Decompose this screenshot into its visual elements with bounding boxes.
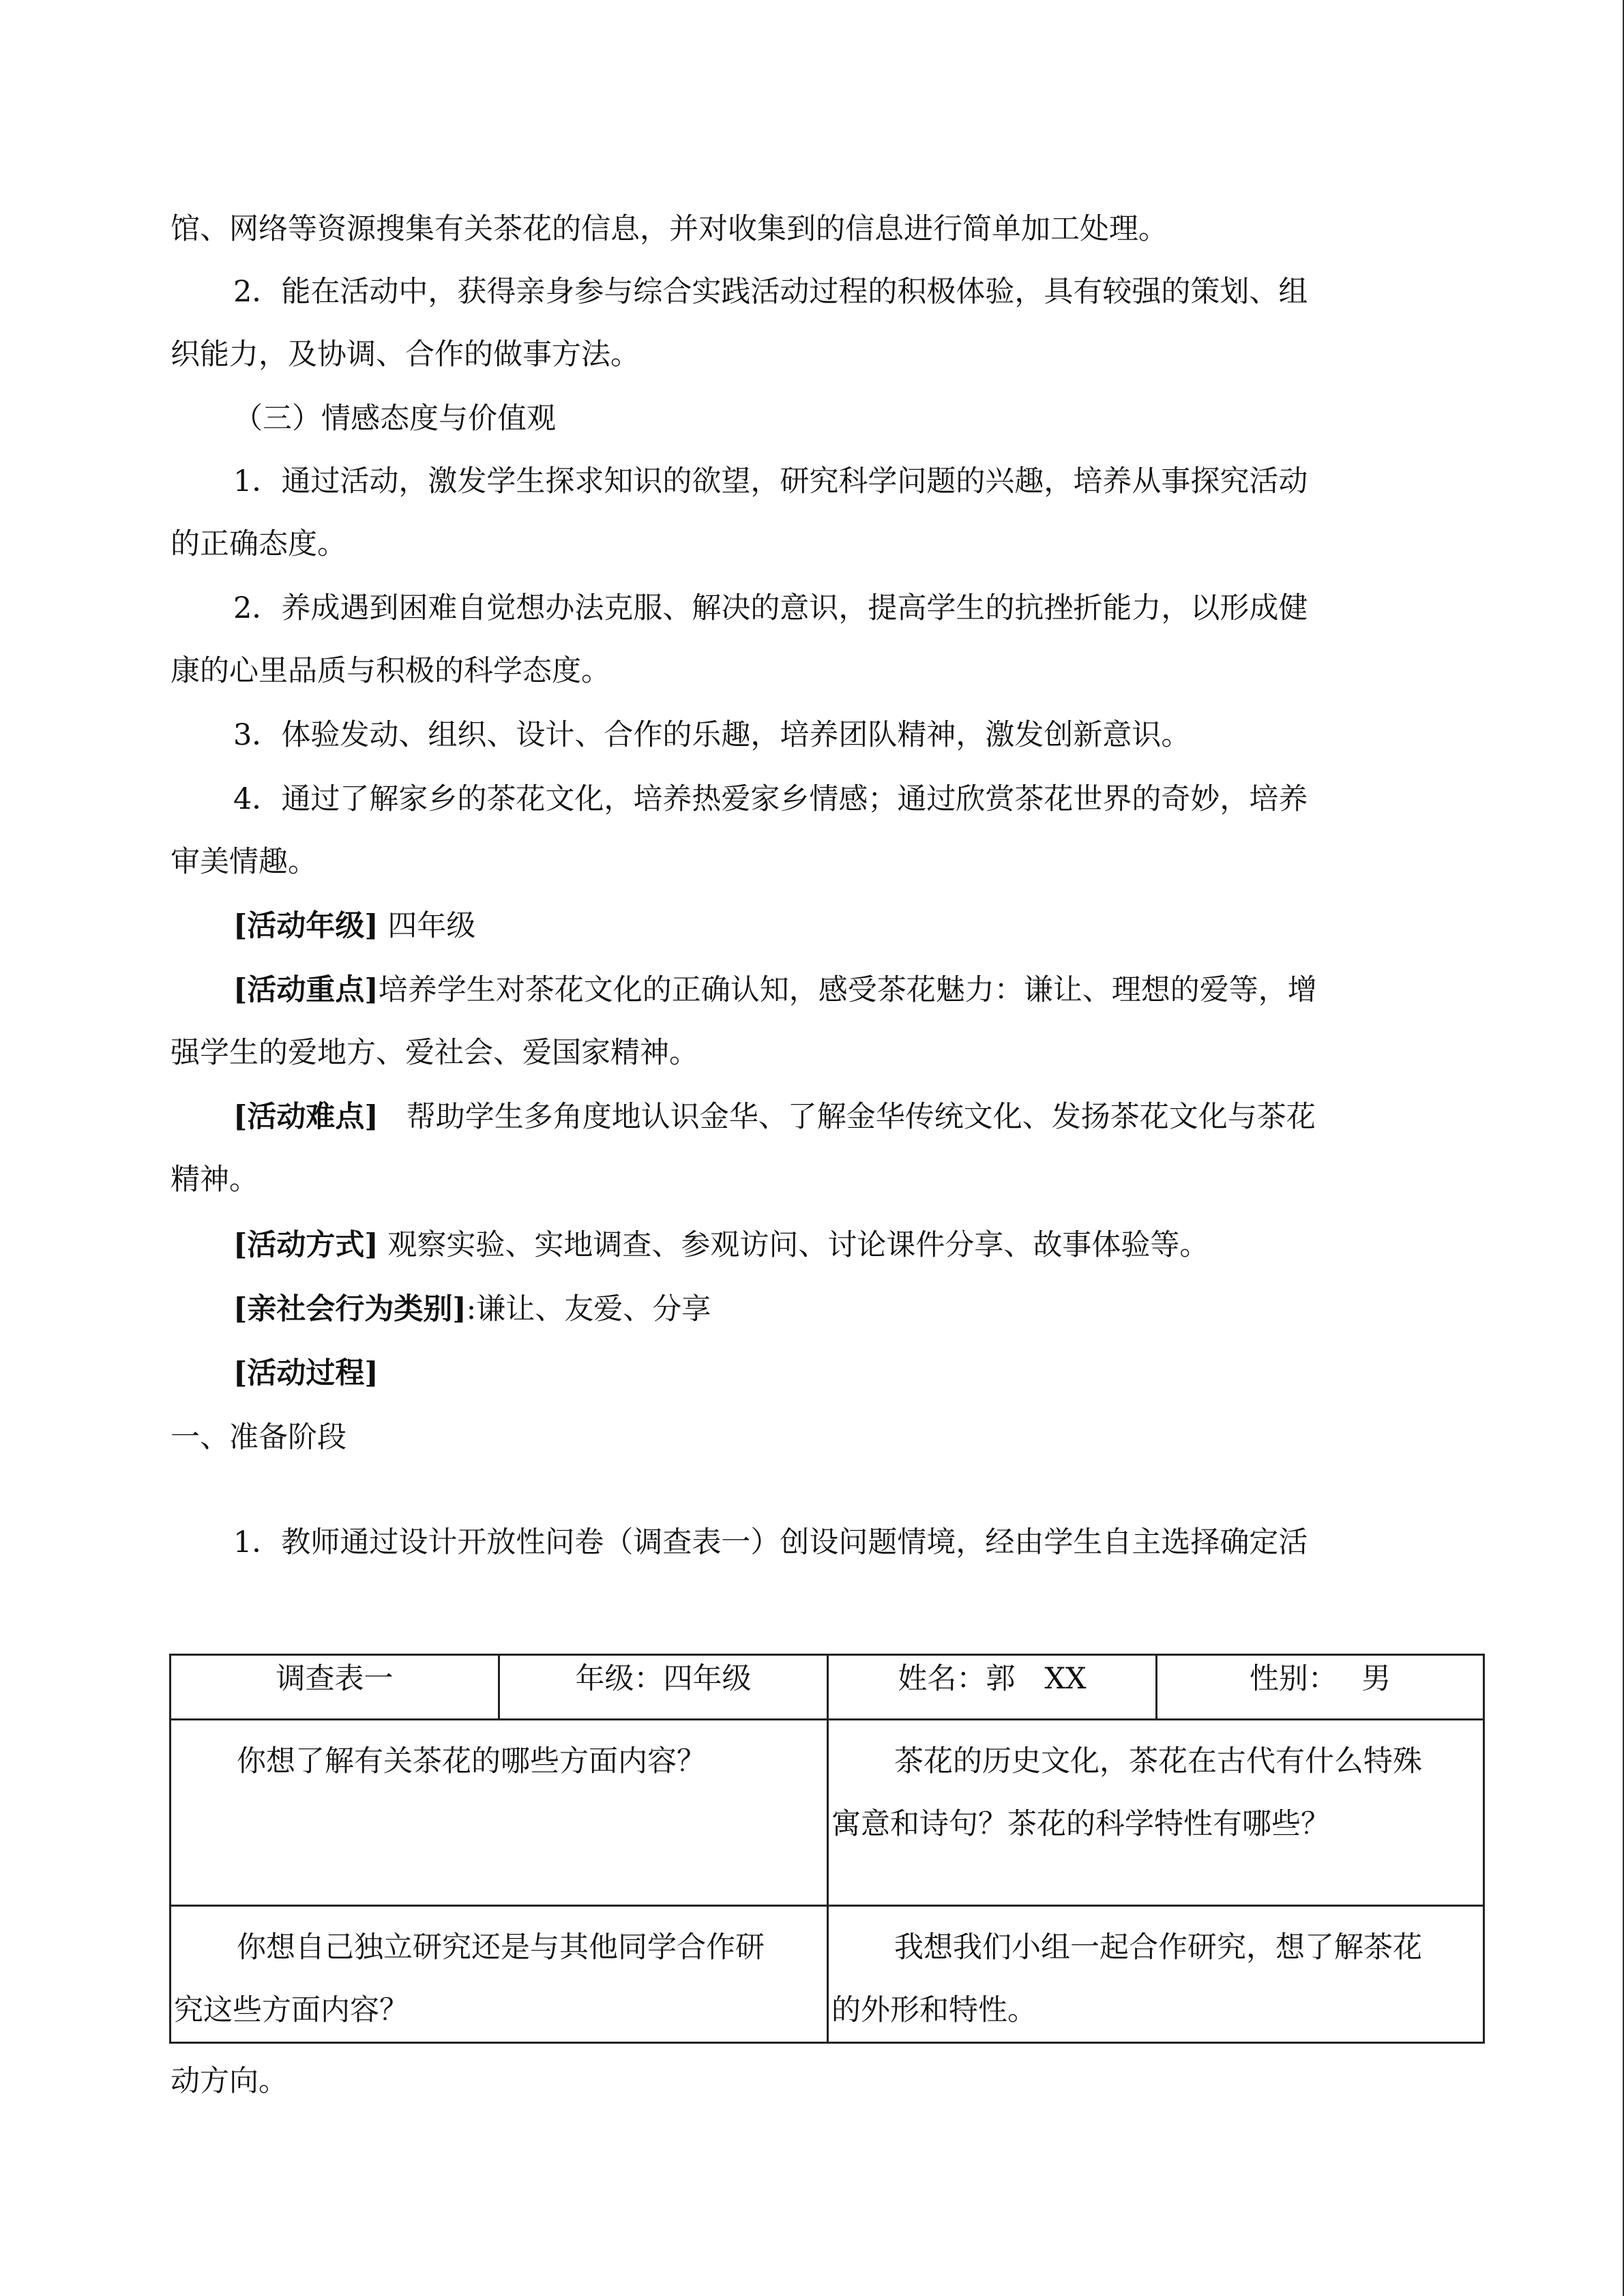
- paragraph-line: 的正确态度。: [171, 527, 346, 561]
- activity-focus: [233, 970, 1317, 1011]
- prosocial-text: :谦让、友爱、分享: [466, 1292, 711, 1326]
- activity-method-text: 观察实验、实地调查、参观访问、讨论课件分享、故事体验等。: [387, 1228, 1209, 1262]
- paragraph-line: 审美情趣。: [171, 845, 317, 879]
- activity-grade-text: 四年级: [387, 909, 476, 943]
- survey-answer-line: 的外形和特性。: [831, 1993, 1037, 2027]
- survey-row: [171, 1906, 1484, 2043]
- survey-table: [169, 1654, 1485, 2044]
- survey-question-line: 究这些方面内容？: [174, 1993, 409, 2027]
- stage-heading: 一、准备阶段: [171, 1420, 346, 1455]
- survey-answer-line: 茶花的历史文化，茶花在古代有什么特殊: [894, 1744, 1422, 1778]
- survey-title-cell: 调查表一: [171, 1655, 499, 1720]
- survey-row: [171, 1720, 1484, 1906]
- survey-answer-cell: [828, 1720, 1484, 1906]
- survey-grade-cell: 年级：四年级: [499, 1655, 828, 1720]
- activity-focus-label: [活动重点]: [233, 973, 379, 1007]
- activity-difficulty-label: [活动难点]: [233, 1100, 379, 1134]
- paragraph-line: 1．通过活动，激发学生探求知识的欲望，研究科学问题的兴趣，培养从事探究活动: [233, 464, 1308, 498]
- survey-answer-cell: [828, 1906, 1484, 2043]
- paragraph-line: 强学生的爱地方、爱社会、爱国家精神。: [171, 1036, 698, 1070]
- paragraph-line: 康的心里品质与积极的科学态度。: [171, 654, 610, 688]
- paragraph-line: 动方向。: [171, 2064, 288, 2098]
- activity-method-label: [活动方式]: [233, 1228, 379, 1262]
- paragraph-line: 织能力，及协调、合作的做事方法。: [171, 338, 640, 372]
- activity-grade: [233, 906, 475, 946]
- survey-gender-cell: 性别： 男: [1157, 1655, 1484, 1720]
- activity-difficulty: [233, 1097, 1316, 1137]
- prosocial-label: [亲社会行为类别]: [233, 1292, 467, 1326]
- paragraph-line: 2．能在活动中，获得亲身参与综合实践活动过程的积极体验，具有较强的策划、组: [233, 275, 1308, 309]
- activity-grade-label: [活动年级]: [233, 909, 379, 943]
- activity-process-label: [活动过程]: [233, 1356, 379, 1390]
- paragraph-line: 1．教师通过设计开放性问卷（调查表一）创设问题情境，经由学生自主选择确定活: [233, 1525, 1308, 1560]
- survey-answer-line: 我想我们小组一起合作研究，想了解茶花: [894, 1930, 1422, 1965]
- survey-question-line: 你想自己独立研究还是与其他同学合作研: [237, 1930, 765, 1965]
- activity-method: [233, 1225, 1209, 1266]
- paragraph-line: 2．养成遇到困难自觉想办法克服、解决的意识，提高学生的抗挫折能力，以形成健: [233, 591, 1308, 625]
- survey-question-cell: [171, 1906, 828, 2043]
- paragraph-line: 3．体验发动、组织、设计、合作的乐趣，培养团队精神，激发创新意识。: [233, 718, 1191, 752]
- paragraph-line: 4．通过了解家乡的茶花文化，培养热爱家乡情感；通过欣赏茶花世界的奇妙，培养: [233, 782, 1308, 816]
- survey-name-cell: 姓名：郭 XX: [828, 1655, 1157, 1720]
- prosocial-category: [233, 1289, 711, 1330]
- survey-answer-line: 寓意和诗句？茶花的科学特性有哪些？: [831, 1807, 1330, 1841]
- survey-question-cell: [171, 1720, 828, 1906]
- paragraph-line: 精神。: [171, 1163, 259, 1197]
- section-heading: （三）情感态度与价值观: [233, 402, 556, 436]
- paragraph-line: 馆、网络等资源搜集有关茶花的信息，并对收集到的信息进行简单加工处理。: [171, 212, 1168, 246]
- activity-difficulty-text: 帮助学生多角度地认识金华、了解金华传统文化、发扬茶花文化与茶花: [406, 1100, 1316, 1134]
- activity-focus-text: 培养学生对茶花文化的正确认知，感受茶花魅力：谦让、理想的爱等，增: [378, 973, 1317, 1007]
- survey-header-row: [171, 1655, 1484, 1720]
- survey-question-text: 你想了解有关茶花的哪些方面内容？: [237, 1744, 706, 1778]
